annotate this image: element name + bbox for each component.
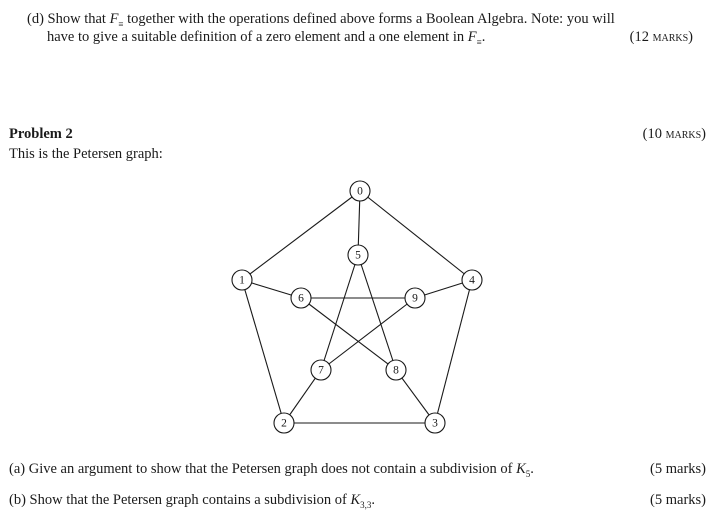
graph-nodes: [232, 181, 482, 433]
graph-node-5: [348, 245, 368, 265]
graph-edge: [321, 255, 358, 370]
part-d-line-1-text: (d) Show that $F_\equiv$ together with the operations defined above forms a Boolean Algebra. Note: you will: [27, 11, 615, 29]
node-label: 7: [318, 364, 324, 377]
problem-2-intro: This is the Petersen graph:: [9, 146, 163, 162]
problem-2-marks: (10 marks): [642, 126, 706, 142]
node-label: 4: [469, 274, 475, 287]
part-d-line-2-text: have to give a suitable definition of a zero element and a one element in $F_\equiv$.: [47, 29, 486, 47]
node-label: 8: [393, 364, 399, 377]
graph-edge: [435, 280, 472, 423]
graph-node-0: [350, 181, 370, 201]
node-label: 9: [412, 292, 418, 305]
graph-edge: [242, 280, 284, 423]
graph-edge: [358, 255, 396, 370]
node-label: 5: [355, 249, 361, 262]
node-label: 3: [432, 417, 438, 430]
part-d-line-2: [47, 28, 485, 46]
part-b-marks: (5 marks): [650, 492, 706, 508]
graph-edge: [242, 191, 360, 280]
graph-node-7: [311, 360, 331, 380]
graph-node-2: [274, 413, 294, 433]
part-a-marks: (5 marks): [650, 461, 706, 477]
node-label: 0: [357, 185, 363, 198]
graph-node-6: [291, 288, 311, 308]
petersen-graph: [226, 176, 496, 441]
node-label: 2: [281, 417, 287, 430]
graph-node-9: [405, 288, 425, 308]
part-b-text: (b) Show that the Petersen graph contains a subdivision of $K_{3,3}$.: [9, 492, 376, 510]
part-d-marks: (12 marks): [629, 29, 693, 45]
part-a-text: (a) Give an argument to show that the Petersen graph does not contain a subdivision of $K_5$.: [9, 461, 534, 479]
graph-node-4: [462, 270, 482, 290]
graph-node-1: [232, 270, 252, 290]
graph-edges: [242, 191, 472, 423]
node-label: 1: [239, 274, 245, 287]
part-d-line-1: [27, 10, 615, 28]
node-label: 6: [298, 292, 304, 305]
problem-2-title: Problem 2: [9, 126, 73, 142]
graph-node-8: [386, 360, 406, 380]
graph-node-3: [425, 413, 445, 433]
graph-edge: [321, 298, 415, 370]
graph-edge: [301, 298, 396, 370]
graph-edge: [360, 191, 472, 280]
